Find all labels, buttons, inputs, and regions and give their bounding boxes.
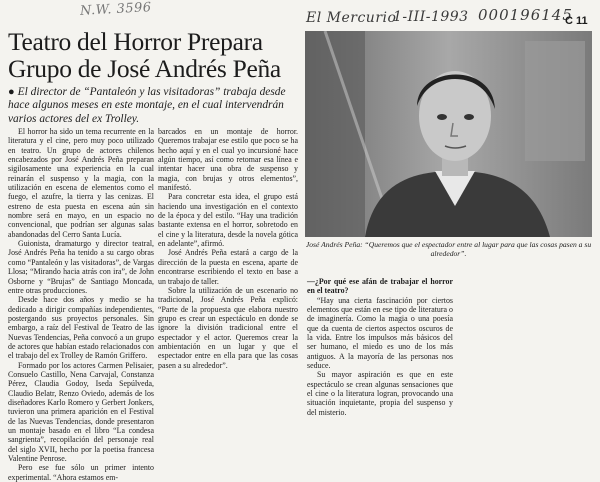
paragraph: José Andrés Peña estará a cargo de la dirección de la puesta en escena, aparte de encontrarse escribiendo el texto en base a un trabajo de taller. — [158, 248, 298, 286]
paragraph: El horror ha sido un tema recurrente en la literatura y el cine, pero muy poco utilizado en teatro. Un grupo de actores chilenos encabezados por José Andrés Peña preparan sigilosamente una experiencia en la cual reinarán el suspenso y la magia, con la utilización en escena de elementos como el fuego, el azufre, la tierra y las cenizas. El estreno de esta puesta en escena aún sin nombre será en mayo, en un espacio no convencional, que podrían ser algunas salas abandonadas del Cerro Santa Lucía. — [8, 127, 154, 239]
paragraph: Su mayor aspiración es que en este espectáculo se crean algunas sensaciones que el cine o la literatura logran, provocando una situación inquietante, propia del suspenso y del misterio. — [307, 370, 453, 417]
paragraph: barcados en un montaje de horror. Queremos trabajar ese estilo que poco se ha hecho aquí y en el cual yo incursioné hace algún tiempo, así como retomar esa línea e intentar hacer una obra de suspenso y magia, con brujas y otros elementos”, manifestó. — [158, 127, 298, 193]
photo-caption: José Andrés Peña: “Queremos que el espectador entre al lugar para que las cosas pasen a su alrededor”. — [305, 240, 592, 258]
deck-text: El director de “Pantaleón y las visitadoras” trabaja desde hace algunos meses en este montaje, en el cual intervendrán varios actores del ex Trolley. — [8, 86, 286, 125]
column-2 — [158, 127, 298, 370]
handwritten-clipping-id: 000196145 — [478, 6, 573, 24]
bullet-icon: ● — [8, 86, 15, 98]
paragraph: Sobre la utilización de un escenario no tradicional, José Andrés Peña explicó: “Parte de la propuesta que elabora nuestro grupo es crear un espectáculo en donde se ignore la división tradicional entre el espectador y el actor. Queremos crear la ambientación en un lugar y que el espectador entre en ella para que las cosas pasen a su alrededor”. — [158, 285, 298, 370]
page-number: C 11 — [565, 15, 588, 27]
portrait-photo — [305, 31, 592, 237]
deck — [8, 86, 298, 126]
interview-question: —¿Por qué ese afán de trabajar el horror en el teatro? — [307, 277, 453, 296]
paragraph: Guionista, dramaturgo y director teatral, José Andrés Peña ha tenido a su cargo obras como “Pantaleón y las visitadoras”, de Vargas Llosa; “Mirando hacia atrás con ira”, de John Osborne y “Brujas” de Santiago Moncada, entre otras producciones. — [8, 239, 154, 295]
headline: Teatro del Horror Prepara Grupo de José Andrés Peña — [8, 27, 281, 83]
column-3 — [307, 277, 453, 417]
paragraph: Pero ese fue sólo un primer intento experimental. “Ahora estamos em- — [8, 463, 154, 482]
paragraph: Formado por los actores Carmen Pelisaier, Consuelo Castillo, Nena Carvajal, Constanza Pérez, Claudia Godoy, Iseda Sepúlveda, Claudio Belatr, Renzo Oviedo, además de los diseñadores Karlo Romero y Gerbert Jonkers, tuvieron una primera aparición en el Festival de las Nuevas Tendencias, donde presentaron un montaje basado en el libro “La condesa sangrienta”, recopilación del personaje real del siglo XVII, hecho por la poetisa francesa Valentine Penrose. — [8, 360, 154, 464]
column-1 — [8, 127, 154, 482]
paragraph: Desde hace dos años y medio se ha dedicado a dirigir compañías independientes, postergando sus proyectos personales. Sin embargo, a raíz del Festival de Teatro de las Nuevas Tendencias, Peña convocó a un grupo de actores que habían estado relacionados con el trabajo del ex Trolley de Ramón Griffero. — [8, 295, 154, 361]
photo — [305, 31, 592, 237]
paragraph: Para concretar esta idea, el grupo está haciendo una investigación en el contexto de la época y del estilo. “Hay una tradición bastante extensa en el horror, sobretodo en el cine y la literatura, desde la novela gótica en adelante”, afirmó. — [158, 192, 298, 249]
handwritten-date: 1-III-1993 — [393, 9, 469, 25]
handwritten-ref: N.W. 3596 — [79, 0, 152, 19]
paragraph: “Hay una cierta fascinación por ciertos elementos que están en ese tipo de literatura o de imaginería. Como la magia o una poesía que da cuenta de ciertos aspectos oscuros de la vida. Entre los impulsos más básicos del ser humano, el miedo es uno de los más antiguos. A la mayoría de las personas nos seduce. — [307, 295, 453, 371]
handwritten-newspaper: El Mercurio — [306, 10, 397, 26]
